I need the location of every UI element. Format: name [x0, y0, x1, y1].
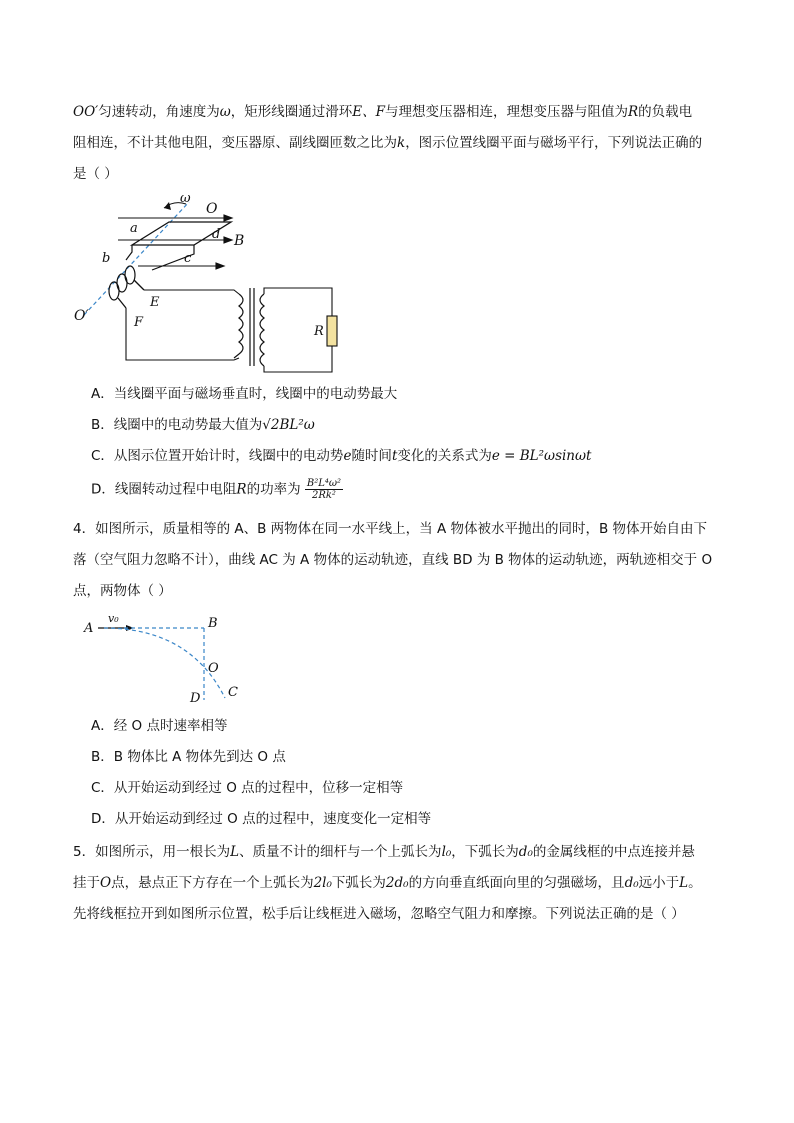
- rotation-axis: [84, 202, 189, 315]
- q3-text: 与理想变压器相连，理想变压器与阻值为: [384, 104, 628, 120]
- q3-option-c-e: e: [343, 448, 352, 464]
- q5-symbol-l0: l₀: [441, 844, 452, 860]
- label-a: A: [84, 621, 94, 636]
- q5-text: 远小于: [638, 875, 680, 891]
- label-v0: v₀: [108, 612, 119, 625]
- q3-stem-line-2: [73, 133, 702, 153]
- q5-symbol-d0: d₀: [624, 875, 639, 891]
- q5-symbol-2d0: 2d₀: [385, 875, 409, 891]
- q5-symbol-l: L: [230, 844, 240, 860]
- q3-option-c-text: C．从图示位置开始计时，线圈中的电动势: [91, 448, 344, 464]
- q3-option-c-t: t: [391, 448, 398, 464]
- q3-option-c-text: 随时间: [351, 448, 392, 464]
- fraction-numerator: B²L⁴ω²: [306, 478, 342, 489]
- label-e: E: [150, 295, 160, 310]
- q3-symbol-r: R: [627, 104, 639, 120]
- q3-symbol-k: k: [397, 135, 406, 151]
- q3-option-d-text: 的功率为: [246, 481, 301, 498]
- q3-option-c-text: 变化的关系式为: [397, 448, 492, 464]
- q5-text: 。: [688, 875, 702, 891]
- label-r: R: [314, 324, 324, 339]
- q5-text: 5．如图所示，用一根长为: [73, 844, 231, 860]
- q5-stem-line-3: 先将线框拉开到如图所示位置，松手后让线框进入磁场，忽略空气阻力和摩擦。下列说法正确的是（ ）: [73, 906, 685, 922]
- q3-option-c[interactable]: [91, 446, 591, 466]
- label-b: b: [102, 251, 111, 266]
- label-b-field: B: [234, 233, 245, 249]
- q4-option-a[interactable]: A．经 O 点时速率相等: [91, 718, 228, 734]
- resistor-r: [327, 316, 337, 346]
- q3-symbol-omega: ω: [219, 104, 231, 120]
- q5-symbol-o: O: [100, 875, 112, 891]
- label-c: c: [184, 251, 192, 266]
- q5-text: 、质量不计的细杆与一个上弧长为: [239, 844, 442, 860]
- q5-symbol-d0: d₀: [518, 844, 533, 860]
- q4-option-b[interactable]: B．B 物体比 A 物体先到达 O 点: [91, 749, 286, 765]
- label-o: O: [208, 661, 219, 676]
- q5-text: 点，悬点正下方存在一个上弧长为: [111, 875, 314, 891]
- trajectory-ac: [104, 628, 225, 698]
- q3-text: ，图示位置线圈平面与磁场平行，下列说法正确的: [405, 135, 703, 151]
- q3-symbol-oo: OO′: [73, 104, 99, 120]
- q5-text: 挂于: [73, 875, 100, 891]
- q5-text: 下弧长为: [331, 875, 386, 891]
- label-d: d: [212, 227, 221, 242]
- fraction-denominator: 2Rk²: [311, 490, 336, 501]
- q4-stem-line-3: 点，两物体（ ）: [73, 583, 172, 599]
- q3-stem-line-1: [73, 102, 692, 122]
- q3-option-a[interactable]: A．当线圈平面与磁场垂直时，线圈中的电动势最大: [91, 386, 398, 402]
- q3-text: 阻相连，不计其他电阻，变压器原、副线圈匝数之比为: [73, 135, 397, 151]
- q3-option-b-text: B．线圈中的电动势最大值为: [91, 417, 263, 433]
- primary-coil: [234, 294, 243, 358]
- label-d: D: [190, 691, 201, 705]
- q5-text: 的金属线框的中点连接并悬: [532, 844, 695, 860]
- q4-option-c[interactable]: C．从开始运动到经过 O 点的过程中，位移一定相等: [91, 780, 404, 796]
- q3-stem-line-3: 是（ ）: [73, 166, 118, 182]
- label-f: F: [134, 315, 144, 330]
- label-o-prime: O′: [74, 308, 89, 324]
- q3-option-d-r: R: [236, 481, 247, 498]
- q3-option-b-formula: √2BL²ω: [262, 417, 315, 433]
- q4-stem-line-2: 落（空气阻力忽略不计），曲线 AC 为 A 物体的运动轨迹，直线 BD 为 B 物体的运动轨迹，两轨迹相交于 O: [73, 552, 713, 568]
- q3-symbol-ef: E、F: [352, 104, 385, 120]
- label-b: B: [208, 616, 218, 631]
- label-omega: ω: [180, 191, 191, 206]
- q3-option-d[interactable]: [91, 478, 343, 501]
- q5-stem-line-2: [73, 873, 702, 893]
- q3-text: 的负载电: [638, 104, 693, 120]
- q5-symbol-2l0: 2l₀: [313, 875, 332, 891]
- q3-option-b[interactable]: [91, 415, 315, 435]
- label-c: C: [228, 685, 238, 700]
- q3-option-d-fraction: [305, 478, 343, 501]
- q3-text: 匀速转动，角速度为: [98, 104, 220, 120]
- label-o: O: [206, 201, 218, 217]
- q5-text: 的方向垂直纸面向里的匀强磁场，且: [408, 875, 625, 891]
- q4-stem-line-1: 4．如图所示，质量相等的 A、B 两物体在同一水平线上，当 A 物体被水平抛出的同时，B 物体开始自由下: [73, 521, 708, 537]
- q3-option-d-text: D．线圈转动过程中电阻: [91, 481, 237, 498]
- q4-projectile-figure: [80, 610, 250, 705]
- q5-text: ，下弧长为: [451, 844, 519, 860]
- secondary-coil: [260, 294, 264, 366]
- q3-text: ，矩形线圈通过滑环: [230, 104, 353, 120]
- q4-option-d[interactable]: D．从开始运动到经过 O 点的过程中，速度变化一定相等: [91, 811, 432, 827]
- q5-stem-line-1: [73, 842, 695, 862]
- q3-generator-figure: [74, 190, 364, 380]
- q3-option-c-formula: e = BL²ωsinωt: [491, 448, 592, 464]
- q5-symbol-l: L: [679, 875, 689, 891]
- label-a: a: [130, 221, 138, 236]
